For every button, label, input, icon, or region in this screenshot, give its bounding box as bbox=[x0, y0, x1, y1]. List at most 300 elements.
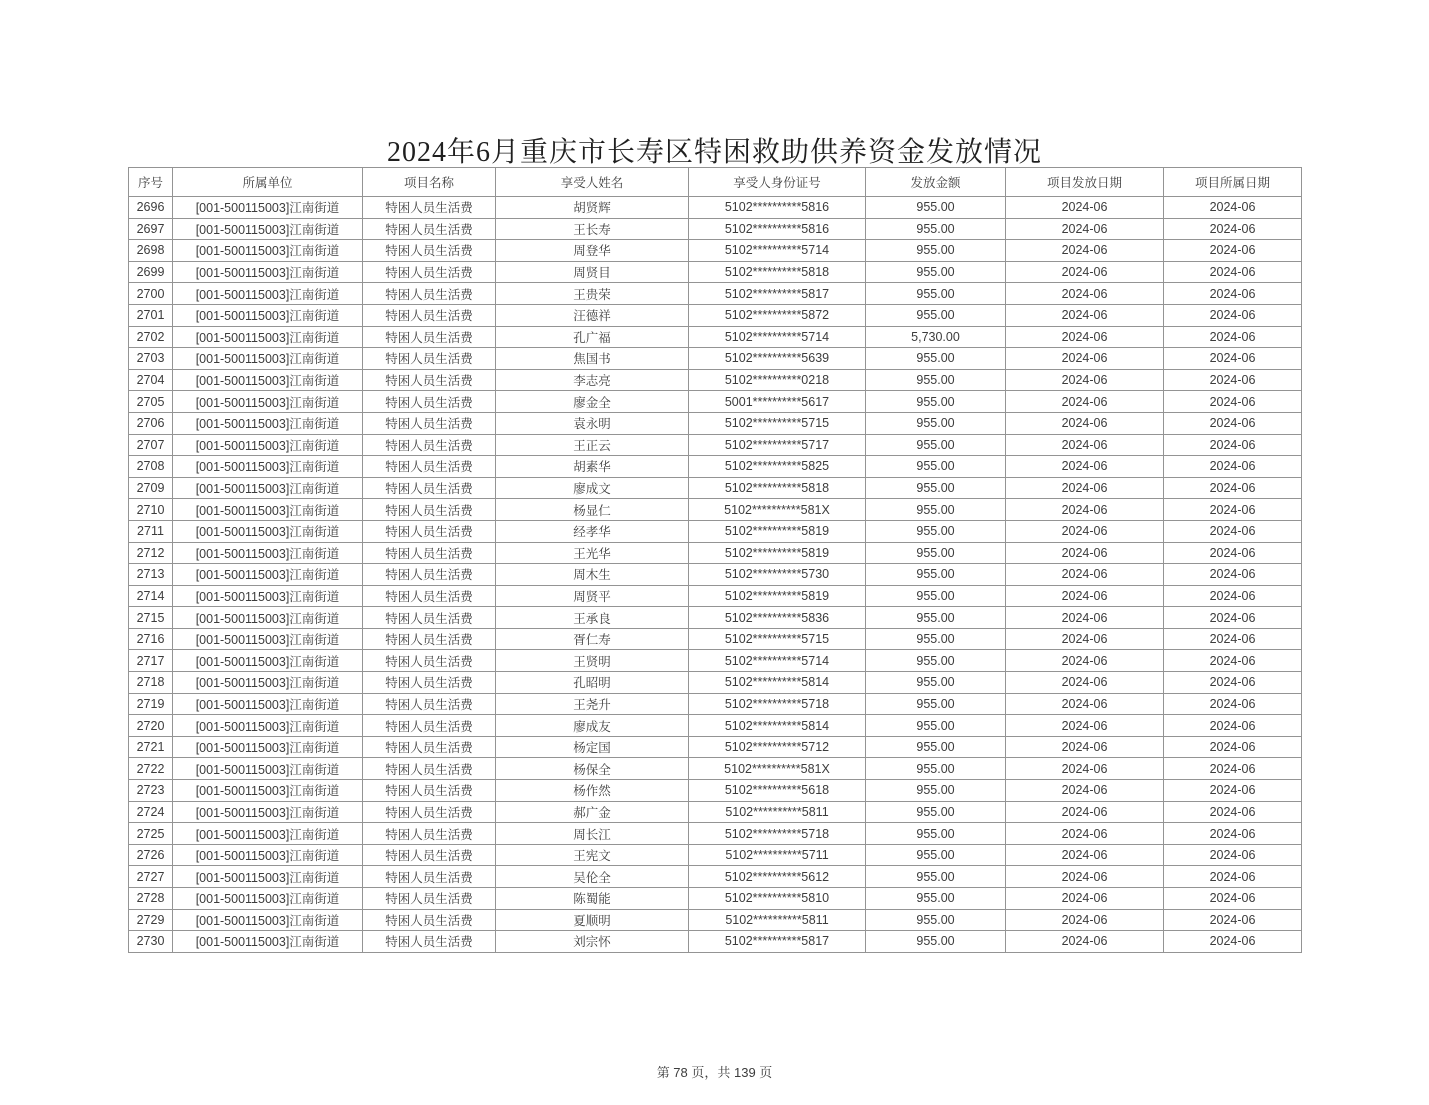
table-cell: 2024-06 bbox=[1164, 369, 1302, 391]
table-cell: 5102**********5825 bbox=[689, 456, 866, 478]
table-cell: 2024-06 bbox=[1164, 261, 1302, 283]
table-cell: 周贤目 bbox=[496, 261, 689, 283]
table-cell: 2727 bbox=[129, 866, 173, 888]
table-cell: 2024-06 bbox=[1164, 715, 1302, 737]
table-cell: 2024-06 bbox=[1006, 931, 1164, 953]
table-cell: 955.00 bbox=[866, 585, 1006, 607]
table-cell: 郝广金 bbox=[496, 801, 689, 823]
table-cell: 特困人员生活费 bbox=[363, 607, 496, 629]
table-cell: 胥仁寿 bbox=[496, 628, 689, 650]
table-cell: [001-500115003]江南街道 bbox=[173, 542, 363, 564]
table-cell: 2024-06 bbox=[1006, 283, 1164, 305]
table-cell: 955.00 bbox=[866, 520, 1006, 542]
table-cell: 2024-06 bbox=[1164, 628, 1302, 650]
table-cell: 2024-06 bbox=[1164, 931, 1302, 953]
table-cell: 955.00 bbox=[866, 607, 1006, 629]
table-cell: 2024-06 bbox=[1164, 585, 1302, 607]
table-cell: 廖成友 bbox=[496, 715, 689, 737]
table-row bbox=[129, 844, 1302, 866]
table-cell: 2024-06 bbox=[1164, 672, 1302, 694]
table-cell: 2713 bbox=[129, 564, 173, 586]
table-cell: 特困人员生活费 bbox=[363, 456, 496, 478]
table-cell: 2024-06 bbox=[1164, 520, 1302, 542]
table-cell: [001-500115003]江南街道 bbox=[173, 348, 363, 370]
table-row bbox=[129, 628, 1302, 650]
table-cell: 2024-06 bbox=[1164, 780, 1302, 802]
table-cell: 2711 bbox=[129, 520, 173, 542]
table-cell: [001-500115003]江南街道 bbox=[173, 520, 363, 542]
table-cell: 955.00 bbox=[866, 477, 1006, 499]
table-cell: 2024-06 bbox=[1006, 499, 1164, 521]
table-cell: 2024-06 bbox=[1164, 736, 1302, 758]
table-cell: [001-500115003]江南街道 bbox=[173, 628, 363, 650]
table-cell: 特困人员生活费 bbox=[363, 801, 496, 823]
table-row bbox=[129, 456, 1302, 478]
table-cell: 2024-06 bbox=[1164, 283, 1302, 305]
table-cell: 特困人员生活费 bbox=[363, 261, 496, 283]
table-cell: 特困人员生活费 bbox=[363, 391, 496, 413]
table-cell: 955.00 bbox=[866, 412, 1006, 434]
table-cell: 955.00 bbox=[866, 564, 1006, 586]
table-cell: 2730 bbox=[129, 931, 173, 953]
table-cell: 2024-06 bbox=[1006, 218, 1164, 240]
table-cell: 955.00 bbox=[866, 823, 1006, 845]
table-cell: [001-500115003]江南街道 bbox=[173, 456, 363, 478]
table-row bbox=[129, 585, 1302, 607]
table-cell: 2715 bbox=[129, 607, 173, 629]
table-cell: 孔昭明 bbox=[496, 672, 689, 694]
table-row bbox=[129, 499, 1302, 521]
table-row bbox=[129, 931, 1302, 953]
table-cell: [001-500115003]江南街道 bbox=[173, 218, 363, 240]
table-row bbox=[129, 391, 1302, 413]
table-cell: 杨保全 bbox=[496, 758, 689, 780]
table-cell: 2700 bbox=[129, 283, 173, 305]
table-cell: 特困人员生活费 bbox=[363, 672, 496, 694]
table-cell: 廖金全 bbox=[496, 391, 689, 413]
table-cell: 5102**********5714 bbox=[689, 650, 866, 672]
table-cell: 2704 bbox=[129, 369, 173, 391]
table-cell: 胡素华 bbox=[496, 456, 689, 478]
table-cell: 5102**********5819 bbox=[689, 542, 866, 564]
table-cell: 2024-06 bbox=[1006, 866, 1164, 888]
table-cell: 特困人员生活费 bbox=[363, 240, 496, 262]
table-cell: 5102**********5639 bbox=[689, 348, 866, 370]
table-cell: 杨显仁 bbox=[496, 499, 689, 521]
table-cell: 2701 bbox=[129, 304, 173, 326]
table-cell: 王光华 bbox=[496, 542, 689, 564]
table-cell: 2024-06 bbox=[1164, 888, 1302, 910]
table-cell: 特困人员生活费 bbox=[363, 304, 496, 326]
table-cell: 2024-06 bbox=[1006, 607, 1164, 629]
table-cell: 2024-06 bbox=[1006, 693, 1164, 715]
table-row bbox=[129, 261, 1302, 283]
table-cell: 5102**********5811 bbox=[689, 801, 866, 823]
table-cell: 特困人员生活费 bbox=[363, 564, 496, 586]
table-cell: 2705 bbox=[129, 391, 173, 413]
table-cell: 2024-06 bbox=[1164, 477, 1302, 499]
table-cell: 5102**********5811 bbox=[689, 909, 866, 931]
table-cell: 2699 bbox=[129, 261, 173, 283]
column-header: 序号 bbox=[129, 168, 173, 197]
table-cell: 特困人员生活费 bbox=[363, 628, 496, 650]
table-cell: 5102**********5712 bbox=[689, 736, 866, 758]
table-cell: 2024-06 bbox=[1006, 585, 1164, 607]
table-cell: [001-500115003]江南街道 bbox=[173, 564, 363, 586]
table-cell: 955.00 bbox=[866, 780, 1006, 802]
table-cell: 特困人员生活费 bbox=[363, 780, 496, 802]
table-cell: 王承良 bbox=[496, 607, 689, 629]
table-cell: 2024-06 bbox=[1164, 801, 1302, 823]
table-cell: 955.00 bbox=[866, 434, 1006, 456]
table-row bbox=[129, 283, 1302, 305]
table-row bbox=[129, 866, 1302, 888]
table-cell: [001-500115003]江南街道 bbox=[173, 412, 363, 434]
table-cell: [001-500115003]江南街道 bbox=[173, 650, 363, 672]
table-cell: [001-500115003]江南街道 bbox=[173, 261, 363, 283]
table-cell: 2024-06 bbox=[1164, 823, 1302, 845]
table-row bbox=[129, 672, 1302, 694]
table-cell: 2024-06 bbox=[1164, 348, 1302, 370]
table-cell: 2024-06 bbox=[1006, 672, 1164, 694]
table-cell: [001-500115003]江南街道 bbox=[173, 283, 363, 305]
table-cell: 特困人员生活费 bbox=[363, 542, 496, 564]
table-cell: 2024-06 bbox=[1006, 434, 1164, 456]
table-cell: 2024-06 bbox=[1164, 844, 1302, 866]
table-cell: 2718 bbox=[129, 672, 173, 694]
table-cell: 955.00 bbox=[866, 801, 1006, 823]
table-cell: 2024-06 bbox=[1006, 477, 1164, 499]
table-cell: 2024-06 bbox=[1164, 564, 1302, 586]
table-cell: 955.00 bbox=[866, 909, 1006, 931]
table-cell: 955.00 bbox=[866, 715, 1006, 737]
table-cell: 955.00 bbox=[866, 261, 1006, 283]
table-cell: [001-500115003]江南街道 bbox=[173, 823, 363, 845]
table-cell: 2024-06 bbox=[1006, 197, 1164, 219]
table-cell: 焦国书 bbox=[496, 348, 689, 370]
table-cell: 特困人员生活费 bbox=[363, 434, 496, 456]
table-row bbox=[129, 412, 1302, 434]
table-cell: 955.00 bbox=[866, 736, 1006, 758]
table-cell: [001-500115003]江南街道 bbox=[173, 434, 363, 456]
table-cell: 5102**********5872 bbox=[689, 304, 866, 326]
table-cell: 王贤明 bbox=[496, 650, 689, 672]
table-cell: 王贵荣 bbox=[496, 283, 689, 305]
table-cell: [001-500115003]江南街道 bbox=[173, 477, 363, 499]
table-cell: 955.00 bbox=[866, 369, 1006, 391]
table-cell: 特困人员生活费 bbox=[363, 888, 496, 910]
table-cell: 2024-06 bbox=[1006, 909, 1164, 931]
table-row bbox=[129, 909, 1302, 931]
table-cell: 2024-06 bbox=[1164, 197, 1302, 219]
table-header-row bbox=[129, 168, 1302, 197]
table-cell: 2719 bbox=[129, 693, 173, 715]
table-cell: 特困人员生活费 bbox=[363, 585, 496, 607]
table-cell: 特困人员生活费 bbox=[363, 931, 496, 953]
table-row bbox=[129, 542, 1302, 564]
table-cell: 2709 bbox=[129, 477, 173, 499]
table-cell: 特困人员生活费 bbox=[363, 823, 496, 845]
table-cell: 2724 bbox=[129, 801, 173, 823]
table-cell: 2702 bbox=[129, 326, 173, 348]
table-cell: [001-500115003]江南街道 bbox=[173, 607, 363, 629]
table-cell: 955.00 bbox=[866, 348, 1006, 370]
table-cell: [001-500115003]江南街道 bbox=[173, 391, 363, 413]
column-header: 所属单位 bbox=[173, 168, 363, 197]
table-cell: 2717 bbox=[129, 650, 173, 672]
table-cell: 955.00 bbox=[866, 693, 1006, 715]
table-cell: 2706 bbox=[129, 412, 173, 434]
table-cell: [001-500115003]江南街道 bbox=[173, 736, 363, 758]
column-header: 享受人姓名 bbox=[496, 168, 689, 197]
table-cell: 5,730.00 bbox=[866, 326, 1006, 348]
table-cell: 孔广福 bbox=[496, 326, 689, 348]
table-cell: 5102**********5814 bbox=[689, 672, 866, 694]
table-row bbox=[129, 520, 1302, 542]
table-cell: 王正云 bbox=[496, 434, 689, 456]
table-cell: [001-500115003]江南街道 bbox=[173, 931, 363, 953]
table-cell: 955.00 bbox=[866, 197, 1006, 219]
table-cell: 2707 bbox=[129, 434, 173, 456]
table-cell: 周长江 bbox=[496, 823, 689, 845]
table-cell: 王尧升 bbox=[496, 693, 689, 715]
table-cell: [001-500115003]江南街道 bbox=[173, 369, 363, 391]
table-cell: 5102**********0218 bbox=[689, 369, 866, 391]
table-cell: 5102**********5711 bbox=[689, 844, 866, 866]
table-cell: 特困人员生活费 bbox=[363, 715, 496, 737]
table-cell: 胡贤辉 bbox=[496, 197, 689, 219]
table-cell: 特困人员生活费 bbox=[363, 326, 496, 348]
table-cell: 2720 bbox=[129, 715, 173, 737]
table-cell: 5102**********5618 bbox=[689, 780, 866, 802]
table-cell: 周贤平 bbox=[496, 585, 689, 607]
table-cell: 5102**********581X bbox=[689, 499, 866, 521]
table-cell: 5102**********581X bbox=[689, 758, 866, 780]
table-cell: 955.00 bbox=[866, 391, 1006, 413]
table-cell: 2024-06 bbox=[1006, 369, 1164, 391]
table-cell: 5102**********5718 bbox=[689, 823, 866, 845]
table-cell: [001-500115003]江南街道 bbox=[173, 844, 363, 866]
table-cell: 5102**********5718 bbox=[689, 693, 866, 715]
table-cell: 特困人员生活费 bbox=[363, 283, 496, 305]
table-cell: 陈蜀能 bbox=[496, 888, 689, 910]
table-cell: 吴伦全 bbox=[496, 866, 689, 888]
table-cell: 955.00 bbox=[866, 542, 1006, 564]
table-cell: 2729 bbox=[129, 909, 173, 931]
table-cell: 2024-06 bbox=[1006, 715, 1164, 737]
table-cell: 2696 bbox=[129, 197, 173, 219]
table-cell: [001-500115003]江南街道 bbox=[173, 326, 363, 348]
table-cell: 2703 bbox=[129, 348, 173, 370]
table-cell: 袁永明 bbox=[496, 412, 689, 434]
table-cell: 特困人员生活费 bbox=[363, 369, 496, 391]
table-cell: 2716 bbox=[129, 628, 173, 650]
table-cell: 5102**********5818 bbox=[689, 477, 866, 499]
table-cell: 2024-06 bbox=[1164, 434, 1302, 456]
table-cell: 王长寿 bbox=[496, 218, 689, 240]
table-cell: 2024-06 bbox=[1164, 866, 1302, 888]
table-body bbox=[129, 197, 1302, 953]
table-cell: 955.00 bbox=[866, 304, 1006, 326]
table-cell: 955.00 bbox=[866, 758, 1006, 780]
table-cell: 5102**********5819 bbox=[689, 520, 866, 542]
table-row bbox=[129, 240, 1302, 262]
table-cell: 特困人员生活费 bbox=[363, 477, 496, 499]
table-cell: 2697 bbox=[129, 218, 173, 240]
table-cell: 2024-06 bbox=[1006, 520, 1164, 542]
table-cell: 955.00 bbox=[866, 650, 1006, 672]
table-cell: 特困人员生活费 bbox=[363, 520, 496, 542]
table-cell: 2714 bbox=[129, 585, 173, 607]
table-cell: 2024-06 bbox=[1164, 542, 1302, 564]
table-cell: 5102**********5819 bbox=[689, 585, 866, 607]
table-cell: 杨定国 bbox=[496, 736, 689, 758]
table-row bbox=[129, 477, 1302, 499]
table-cell: [001-500115003]江南街道 bbox=[173, 715, 363, 737]
table-cell: 5102**********5714 bbox=[689, 326, 866, 348]
table-cell: [001-500115003]江南街道 bbox=[173, 693, 363, 715]
table-cell: 2024-06 bbox=[1164, 412, 1302, 434]
table-cell: 955.00 bbox=[866, 844, 1006, 866]
table-cell: 2721 bbox=[129, 736, 173, 758]
table-cell: 2024-06 bbox=[1006, 801, 1164, 823]
table-cell: 2712 bbox=[129, 542, 173, 564]
table-cell: 特困人员生活费 bbox=[363, 218, 496, 240]
table-cell: 2024-06 bbox=[1006, 240, 1164, 262]
table-row bbox=[129, 326, 1302, 348]
table-cell: 2024-06 bbox=[1006, 326, 1164, 348]
table-cell: 特困人员生活费 bbox=[363, 909, 496, 931]
table-cell: 2024-06 bbox=[1164, 909, 1302, 931]
table-cell: 2024-06 bbox=[1006, 348, 1164, 370]
table-cell: 周木生 bbox=[496, 564, 689, 586]
table-cell: 955.00 bbox=[866, 283, 1006, 305]
table-cell: 2024-06 bbox=[1006, 412, 1164, 434]
table-row bbox=[129, 801, 1302, 823]
table-cell: 2024-06 bbox=[1006, 304, 1164, 326]
table-cell: 周登华 bbox=[496, 240, 689, 262]
table-row bbox=[129, 197, 1302, 219]
table-cell: [001-500115003]江南街道 bbox=[173, 585, 363, 607]
table-cell: [001-500115003]江南街道 bbox=[173, 758, 363, 780]
table-cell: 2024-06 bbox=[1164, 240, 1302, 262]
table-cell: 5102**********5715 bbox=[689, 412, 866, 434]
table-cell: 刘宗怀 bbox=[496, 931, 689, 953]
table-cell: 955.00 bbox=[866, 931, 1006, 953]
column-header: 发放金额 bbox=[866, 168, 1006, 197]
table-cell: 2024-06 bbox=[1164, 456, 1302, 478]
table-cell: 5102**********5810 bbox=[689, 888, 866, 910]
table-cell: 2024-06 bbox=[1006, 823, 1164, 845]
table-cell: 955.00 bbox=[866, 888, 1006, 910]
table-cell: 廖成文 bbox=[496, 477, 689, 499]
table-row bbox=[129, 736, 1302, 758]
table-row bbox=[129, 369, 1302, 391]
table-cell: 夏顺明 bbox=[496, 909, 689, 931]
table-cell: 特困人员生活费 bbox=[363, 844, 496, 866]
table-cell: 2024-06 bbox=[1006, 736, 1164, 758]
table-cell: 王宪文 bbox=[496, 844, 689, 866]
table-cell: 特困人员生活费 bbox=[363, 866, 496, 888]
table-cell: 特困人员生活费 bbox=[363, 197, 496, 219]
table-row bbox=[129, 218, 1302, 240]
table-cell: 2722 bbox=[129, 758, 173, 780]
table-cell: 2024-06 bbox=[1164, 391, 1302, 413]
table-cell: 2024-06 bbox=[1006, 780, 1164, 802]
table-row bbox=[129, 304, 1302, 326]
table-cell: 2024-06 bbox=[1164, 650, 1302, 672]
column-header: 项目所属日期 bbox=[1164, 168, 1302, 197]
table-cell: 955.00 bbox=[866, 218, 1006, 240]
table-cell: 955.00 bbox=[866, 499, 1006, 521]
table-row bbox=[129, 715, 1302, 737]
table-cell: 2024-06 bbox=[1006, 391, 1164, 413]
column-header: 享受人身份证号 bbox=[689, 168, 866, 197]
table-cell: 经孝华 bbox=[496, 520, 689, 542]
column-header: 项目发放日期 bbox=[1006, 168, 1164, 197]
table-cell: 2698 bbox=[129, 240, 173, 262]
table-cell: 2024-06 bbox=[1006, 564, 1164, 586]
table-cell: [001-500115003]江南街道 bbox=[173, 672, 363, 694]
table-cell: 5102**********5814 bbox=[689, 715, 866, 737]
table-cell: 2710 bbox=[129, 499, 173, 521]
table-cell: [001-500115003]江南街道 bbox=[173, 197, 363, 219]
column-header: 项目名称 bbox=[363, 168, 496, 197]
table-row bbox=[129, 348, 1302, 370]
table-cell: 5102**********5715 bbox=[689, 628, 866, 650]
table-row bbox=[129, 888, 1302, 910]
table-row bbox=[129, 823, 1302, 845]
table-cell: 5102**********5818 bbox=[689, 261, 866, 283]
table-cell: 特困人员生活费 bbox=[363, 412, 496, 434]
table-cell: 5102**********5817 bbox=[689, 283, 866, 305]
table-cell: 2024-06 bbox=[1006, 758, 1164, 780]
table-cell: 2708 bbox=[129, 456, 173, 478]
table-cell: 特困人员生活费 bbox=[363, 693, 496, 715]
table-cell: [001-500115003]江南街道 bbox=[173, 780, 363, 802]
table-cell: 5102**********5730 bbox=[689, 564, 866, 586]
table-cell: 2024-06 bbox=[1164, 607, 1302, 629]
table-cell: 5102**********5836 bbox=[689, 607, 866, 629]
table-cell: 李志亮 bbox=[496, 369, 689, 391]
table-cell: 2024-06 bbox=[1006, 542, 1164, 564]
table-row bbox=[129, 693, 1302, 715]
table-cell: 2024-06 bbox=[1164, 693, 1302, 715]
table-cell: [001-500115003]江南街道 bbox=[173, 304, 363, 326]
table-cell: 2024-06 bbox=[1006, 456, 1164, 478]
table-cell: 2024-06 bbox=[1006, 888, 1164, 910]
table-row bbox=[129, 607, 1302, 629]
table-row bbox=[129, 564, 1302, 586]
table-cell: 2728 bbox=[129, 888, 173, 910]
payment-table bbox=[128, 167, 1302, 953]
table-cell: 特困人员生活费 bbox=[363, 650, 496, 672]
table-cell: 955.00 bbox=[866, 866, 1006, 888]
table-cell: 955.00 bbox=[866, 456, 1006, 478]
table-row bbox=[129, 434, 1302, 456]
table-cell: 杨作然 bbox=[496, 780, 689, 802]
table-cell: 955.00 bbox=[866, 672, 1006, 694]
table-row bbox=[129, 650, 1302, 672]
table-cell: 2726 bbox=[129, 844, 173, 866]
table-cell: 2725 bbox=[129, 823, 173, 845]
table-cell: 2024-06 bbox=[1164, 326, 1302, 348]
table-cell: 2024-06 bbox=[1006, 628, 1164, 650]
table-row bbox=[129, 758, 1302, 780]
table-cell: 5001**********5617 bbox=[689, 391, 866, 413]
table-cell: 5102**********5612 bbox=[689, 866, 866, 888]
table-cell: 特困人员生活费 bbox=[363, 348, 496, 370]
